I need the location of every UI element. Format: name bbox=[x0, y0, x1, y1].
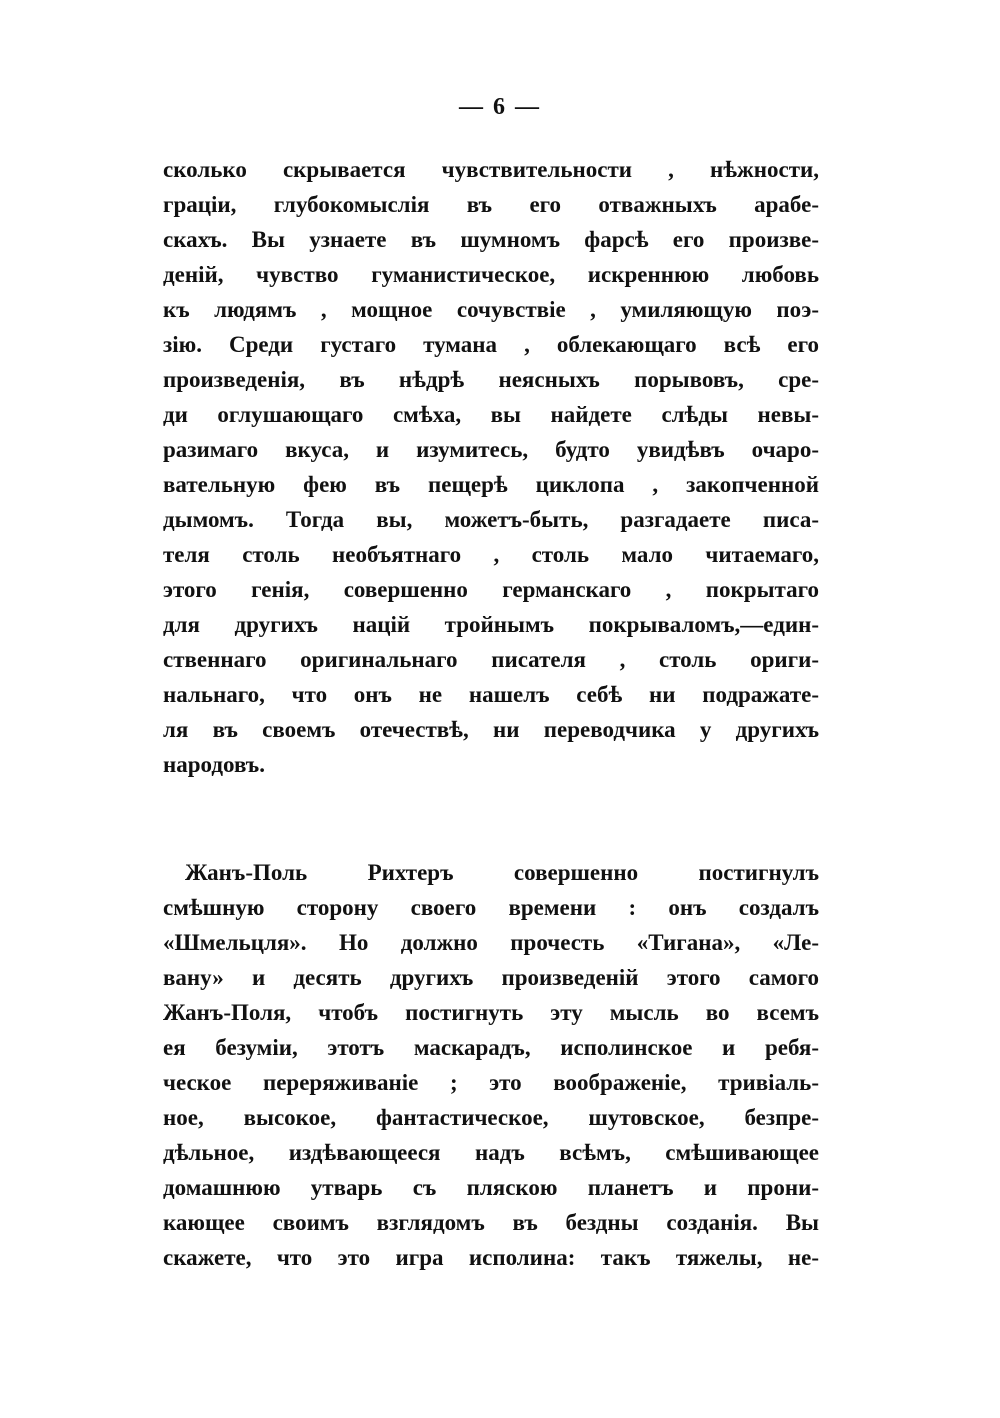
text-line: граціи, глубокомыслія въ его отважныхъ арабе- bbox=[163, 192, 819, 217]
page-number: — 6 — bbox=[459, 94, 541, 120]
text-line: дѣльное, издѣвающееся надъ всѣмъ, смѣшивающее bbox=[163, 1140, 819, 1165]
text-line: зію. Среди густаго тумана , облекающаго всѣ его bbox=[163, 332, 819, 357]
text-line: ди оглушающаго смѣха, вы найдете слѣды невы- bbox=[163, 402, 819, 427]
text-line: теля столь необъятнаго , столь мало читаемаго, bbox=[163, 542, 819, 567]
paragraph-1 bbox=[163, 152, 819, 782]
text-line: ля въ своемъ отечествѣ, ни переводчика у другихъ bbox=[163, 717, 819, 742]
text-line: деній, чувство гуманистическое, искреннюю любовь bbox=[163, 262, 819, 287]
text-line: вану» и десять другихъ произведеній этого самого bbox=[163, 965, 819, 990]
text-line: сколько скрывается чувствительности , нѣжности, bbox=[163, 157, 819, 182]
text-line: для другихъ націй тройнымъ покрываломъ,—един- bbox=[163, 612, 819, 637]
text-line: разимаго вкуса, и изумитесь, будто увидѣвъ очаро- bbox=[163, 437, 819, 462]
text-line: вательную фею въ пещерѣ циклопа , закопченной bbox=[163, 472, 819, 497]
text-line: нальнаго, что онъ не нашелъ себѣ ни подражате- bbox=[163, 682, 819, 707]
text-line: кающее своимъ взглядомъ въ бездны созданія. Вы bbox=[163, 1210, 819, 1235]
text-line: Жанъ-Поль Рихтеръ совершенно постигнулъ bbox=[185, 860, 819, 885]
text-line: ственнаго оригинальнаго писателя , столь ориги- bbox=[163, 647, 819, 672]
text-line: домашнюю утварь съ пляскою планетъ и прони- bbox=[163, 1175, 819, 1200]
text-line: произведенія, въ нѣдрѣ неясныхъ порывовъ, сре- bbox=[163, 367, 819, 392]
text-line: Жанъ-Поля, чтобъ постигнуть эту мысль во всемъ bbox=[163, 1000, 819, 1025]
text-line: народовъ. bbox=[163, 752, 265, 777]
text-line: скажете, что это игра исполина: такъ тяжелы, не- bbox=[163, 1245, 819, 1270]
text-line: ческое переряживаніе ; это воображеніе, тривіаль- bbox=[163, 1070, 819, 1095]
text-line: ея безуміи, этотъ маскарадъ, исполинское и ребя- bbox=[163, 1035, 819, 1060]
text-line: смѣшную сторону своего времени : онъ создалъ bbox=[163, 895, 819, 920]
text-line: къ людямъ , мощное сочувствіе , умиляющую поэ- bbox=[163, 297, 819, 322]
text-line: этого генія, совершенно германскаго , покрытаго bbox=[163, 577, 819, 602]
text-line: скахъ. Вы узнаете въ шумномъ фарсѣ его произве- bbox=[163, 227, 819, 252]
text-line: дымомъ. Тогда вы, можетъ-быть, разгадаете писа- bbox=[163, 507, 819, 532]
paragraph-2 bbox=[163, 855, 819, 1275]
text-line: «Шмельцля». Но должно прочесть «Тигана», «Ле- bbox=[163, 930, 819, 955]
text-line: ное, высокое, фантастическое, шутовское, безпре- bbox=[163, 1105, 819, 1130]
